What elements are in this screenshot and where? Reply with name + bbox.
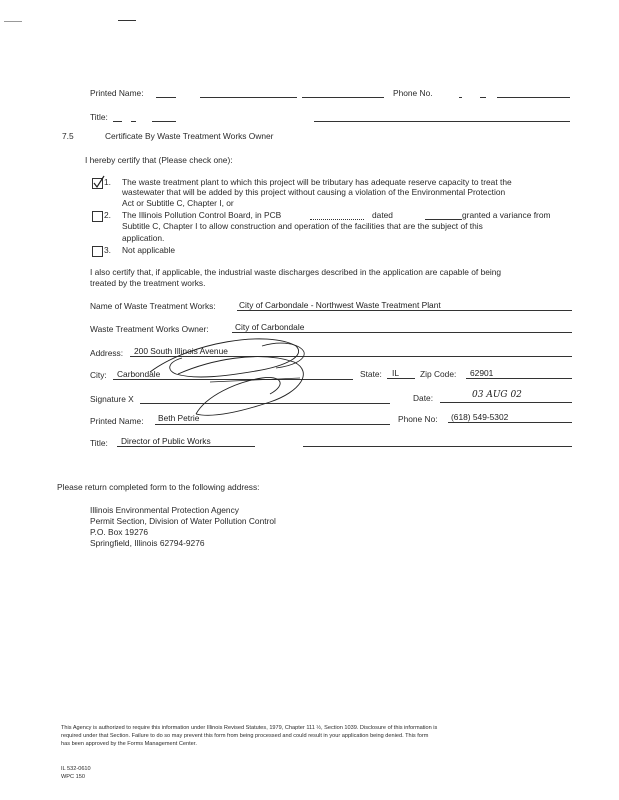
section-intro: I hereby certify that (Please check one): bbox=[85, 155, 233, 165]
return-address-line-3: P.O. Box 19276 bbox=[90, 527, 149, 537]
zip-field[interactable] bbox=[466, 378, 572, 379]
option-3-checkbox[interactable] bbox=[92, 246, 103, 257]
printed-name-label: Printed Name: bbox=[90, 416, 144, 426]
top-title-line-1[interactable] bbox=[113, 121, 122, 122]
option-3-number: 3. bbox=[104, 245, 111, 255]
phone-label: Phone No: bbox=[398, 414, 438, 424]
city-field[interactable] bbox=[113, 379, 353, 380]
option-2-line-1a: The Illinois Pollution Control Board, in PCB bbox=[122, 210, 282, 220]
form-code: WPC 150 bbox=[61, 774, 85, 780]
zip-value: 62901 bbox=[470, 368, 494, 378]
wtw-name-value: City of Carbondale - Northwest Waste Treatment Plant bbox=[239, 300, 441, 310]
top-printed-name-line-3[interactable] bbox=[302, 97, 384, 98]
option-1-line-2: wastewater that will be added by this project without causing a violation of the Environmental Protection bbox=[122, 187, 506, 197]
section-heading: Certificate By Waste Treatment Works Owner bbox=[105, 131, 274, 141]
top-phone-line-3[interactable] bbox=[497, 97, 570, 98]
state-label: State: bbox=[360, 369, 382, 379]
date-field[interactable] bbox=[440, 402, 572, 403]
printed-name-field[interactable] bbox=[155, 424, 390, 425]
wtw-owner-label: Waste Treatment Works Owner: bbox=[90, 324, 209, 334]
title-label: Title: bbox=[90, 438, 108, 448]
wtw-owner-value: City of Carbondale bbox=[235, 322, 305, 332]
option-1-line-3: Act or Subtitle C, Chapter I, or bbox=[122, 198, 234, 208]
top-printed-name-line-2[interactable] bbox=[200, 97, 297, 98]
return-instruction: Please return completed form to the following address: bbox=[57, 482, 260, 492]
option-2-number: 2. bbox=[104, 210, 111, 220]
corner-mark bbox=[118, 20, 136, 21]
footer-line-3: has been approved by the Forms Management Center. bbox=[61, 741, 197, 747]
also-certify-line-1: I also certify that, if applicable, the industrial waste discharges described in the application are capable of being bbox=[90, 267, 502, 277]
title-value: Director of Public Works bbox=[121, 436, 211, 446]
option-2-line-1c: granted a variance from bbox=[462, 210, 551, 220]
form-number: IL 532-0610 bbox=[61, 766, 91, 772]
top-phone-line-2[interactable] bbox=[480, 97, 486, 98]
address-value: 200 South Illinois Avenue bbox=[134, 346, 228, 356]
printed-name-value: Beth Petrie bbox=[158, 413, 200, 423]
pcb-number-field[interactable] bbox=[310, 219, 364, 220]
address-field[interactable] bbox=[130, 356, 572, 357]
phone-value: (618) 549-5302 bbox=[451, 412, 509, 422]
wtw-owner-field[interactable] bbox=[232, 332, 572, 333]
state-value: IL bbox=[392, 368, 399, 378]
top-phone-label: Phone No. bbox=[393, 88, 433, 98]
option-1-number: 1. bbox=[104, 177, 111, 187]
return-address-line-1: Illinois Environmental Protection Agency bbox=[90, 505, 239, 515]
top-phone-line-1[interactable] bbox=[459, 97, 462, 98]
option-3-line-1: Not applicable bbox=[122, 245, 176, 255]
top-printed-name-label: Printed Name: bbox=[90, 88, 144, 98]
top-title-label: Title: bbox=[90, 112, 108, 122]
option-2-line-3: application. bbox=[122, 233, 165, 243]
pcb-date-field[interactable] bbox=[425, 219, 462, 220]
zip-label: Zip Code: bbox=[420, 369, 457, 379]
corner-mark bbox=[4, 21, 22, 22]
also-certify-line-2: treated by the treatment works. bbox=[90, 278, 206, 288]
option-2-line-1b: dated bbox=[372, 210, 393, 220]
date-value: 03 AUG 02 bbox=[472, 390, 522, 400]
section-number: 7.5 bbox=[62, 131, 74, 141]
date-label: Date: bbox=[413, 393, 434, 403]
city-value: Carbondale bbox=[117, 369, 161, 379]
state-field[interactable] bbox=[387, 378, 415, 379]
title-field-extension[interactable] bbox=[303, 446, 572, 447]
option-1-checkbox[interactable] bbox=[92, 178, 103, 189]
footer-line-2: required under that Section. Failure to do so may prevent this form from being processed and could result in your application being denied. This form bbox=[61, 733, 429, 739]
phone-field[interactable] bbox=[448, 422, 572, 423]
signature-label: Signature X bbox=[90, 394, 134, 404]
option-2-checkbox[interactable] bbox=[92, 211, 103, 222]
return-address-line-4: Springfield, Illinois 62794-9276 bbox=[90, 538, 205, 548]
city-label: City: bbox=[90, 370, 107, 380]
wtw-name-field[interactable] bbox=[237, 310, 572, 311]
top-title-line-3[interactable] bbox=[152, 121, 176, 122]
title-field[interactable] bbox=[117, 446, 255, 447]
signature-field[interactable] bbox=[140, 403, 390, 404]
top-title-line-2[interactable] bbox=[131, 121, 136, 122]
option-2-line-2: Subtitle C, Chapter I to allow construction and operation of the facilities that are the subject of this bbox=[122, 221, 483, 231]
option-1-line-1: The waste treatment plant to which this project will be tributary has adequate reserve capacity to treat the bbox=[122, 177, 512, 187]
address-label: Address: bbox=[90, 348, 124, 358]
wtw-name-label: Name of Waste Treatment Works: bbox=[90, 301, 216, 311]
footer-line-1: This Agency is authorized to require this information under Illinois Revised Statutes, 1979, Chapter 111 ½, Section 1039. Disclosure of this information is bbox=[61, 725, 438, 731]
top-title-line-4[interactable] bbox=[314, 121, 570, 122]
top-printed-name-line-1[interactable] bbox=[156, 97, 176, 98]
return-address-line-2: Permit Section, Division of Water Pollution Control bbox=[90, 516, 276, 526]
